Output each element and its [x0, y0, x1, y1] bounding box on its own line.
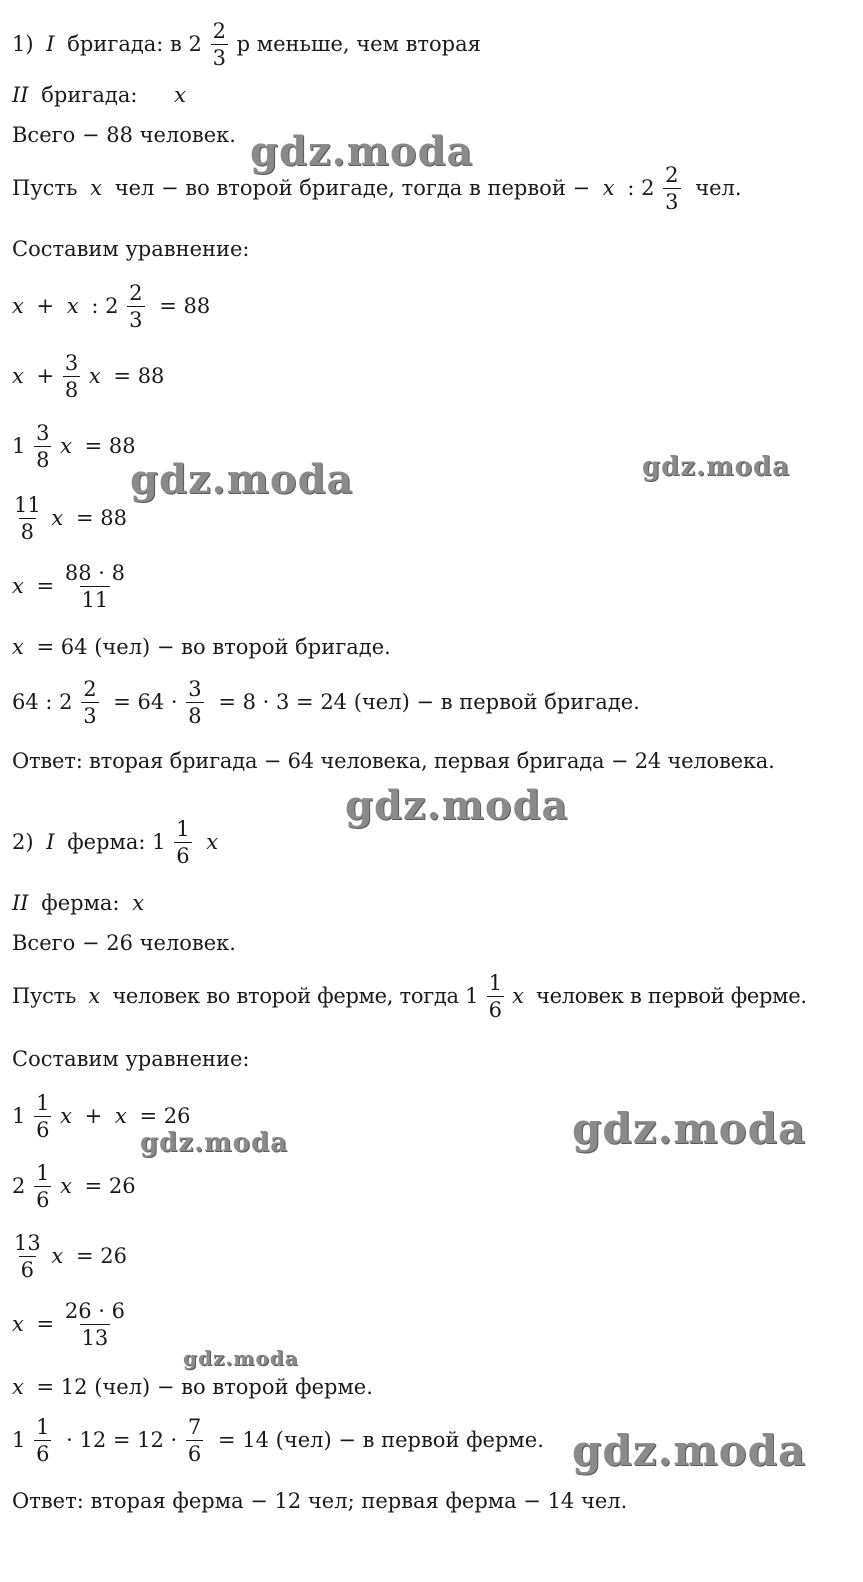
- p1-eq-7: 64 : 2 $\frac{2}{3}$ = 64 · $\frac{3}{8}$ = 8 · 3 = 24 (чел) − в первой бригаде.: [12, 677, 640, 729]
- p1-line-4: Пусть x чел − во второй бригаде, тогда в первой − x : 2 $\frac{2}{3}$ чел.: [12, 163, 742, 215]
- fraction: $\frac{1}{6}$: [36, 1161, 50, 1213]
- p2-number: 2): [12, 830, 34, 855]
- p2-answer: Ответ: вторая ферма − 12 чел; первая ферма − 14 чел.: [12, 1489, 628, 1513]
- fraction: $\frac{11}{8}$: [14, 493, 41, 545]
- fraction: $\frac{3}{8}$: [188, 677, 202, 729]
- fraction: $\frac{2}{3}$: [212, 19, 226, 71]
- fraction: $\frac{13}{6}$: [14, 1231, 41, 1283]
- fraction: $\frac{2}{3}$: [129, 281, 143, 333]
- fraction: $\frac{2}{3}$: [665, 163, 679, 215]
- p2-eq-5: x = 12 (чел) − во второй ферме.: [12, 1375, 373, 1399]
- fraction: $\frac{2}{3}$: [83, 677, 97, 729]
- p2-line-5: Составим уравнение:: [12, 1047, 250, 1071]
- fraction: $\frac{1}{6}$: [176, 817, 190, 869]
- p1-line-3: Всего − 88 человек.: [12, 123, 236, 147]
- p2-eq-6: 1 $\frac{1}{6}$ · 12 = 12 · $\frac{7}{6}$ = 14 (чел) − в первой ферме.: [12, 1415, 544, 1467]
- fraction: $\frac{3}{8}$: [36, 421, 50, 473]
- watermark: gdz.moda: [250, 128, 474, 175]
- watermark: gdz.moda: [572, 1426, 807, 1475]
- fraction: $\frac{1}{6}$: [488, 971, 502, 1023]
- fraction: $\frac{1}{6}$: [36, 1091, 50, 1143]
- p1-eq-2: x + $\frac{3}{8}$ x = 88: [12, 351, 165, 403]
- p2-eq-3: $\frac{13}{6}$ x = 26: [14, 1231, 127, 1283]
- p1-eq-6: x = 64 (чел) − во второй бригаде.: [12, 635, 391, 659]
- p1-line-5: Составим уравнение:: [12, 237, 250, 261]
- p2-eq-4: x = $\frac{26 \cdot 6}{13}$: [12, 1299, 125, 1351]
- p1-eq-3: 1 $\frac{3}{8}$ x = 88: [12, 421, 136, 473]
- p1-number: 1): [12, 32, 34, 57]
- fraction: $\frac{88 \cdot 8}{11}$: [64, 561, 125, 613]
- watermark: gdz.moda: [183, 1346, 299, 1370]
- watermark: gdz.moda: [642, 452, 791, 482]
- p1-eq-4: $\frac{11}{8}$ x = 88: [14, 493, 127, 545]
- p1-line-2: II бригада: x: [12, 83, 186, 107]
- p1-eq-1: x + x : 2 $\frac{2}{3}$ = 88: [12, 281, 211, 333]
- p2-line-2: II ферма: x: [12, 891, 145, 915]
- p2-eq-1: 1 $\frac{1}{6}$ x + x = 26: [12, 1091, 191, 1143]
- watermark: gdz.moda: [572, 1104, 807, 1153]
- p1-eq-5: x = $\frac{88 \cdot 8}{11}$: [12, 561, 125, 613]
- watermark: gdz.moda: [345, 782, 569, 829]
- fraction: $\frac{26 \cdot 6}{13}$: [64, 1299, 125, 1351]
- p2-line-3: Всего − 26 человек.: [12, 931, 236, 955]
- watermark: gdz.moda: [140, 1128, 289, 1158]
- p2-line-4: Пусть x человек во второй ферме, тогда 1 $\frac{1}{6}$ x человек в первой ферме.: [12, 971, 807, 1023]
- p2-eq-2: 2 $\frac{1}{6}$ x = 26: [12, 1161, 136, 1213]
- p2-line-1: 2) I ферма: 1 $\frac{1}{6}$ x: [12, 817, 219, 869]
- watermark: gdz.moda: [130, 456, 354, 503]
- fraction: $\frac{7}{6}$: [187, 1415, 202, 1467]
- fraction: $\frac{3}{8}$: [64, 351, 79, 403]
- p1-line-1: 1) I бригада: в 2 $\frac{2}{3}$ р меньше, чем вторая: [12, 19, 481, 71]
- p1-answer: Ответ: вторая бригада − 64 человека, первая бригада − 24 человека.: [12, 749, 775, 773]
- fraction: $\frac{1}{6}$: [36, 1415, 50, 1467]
